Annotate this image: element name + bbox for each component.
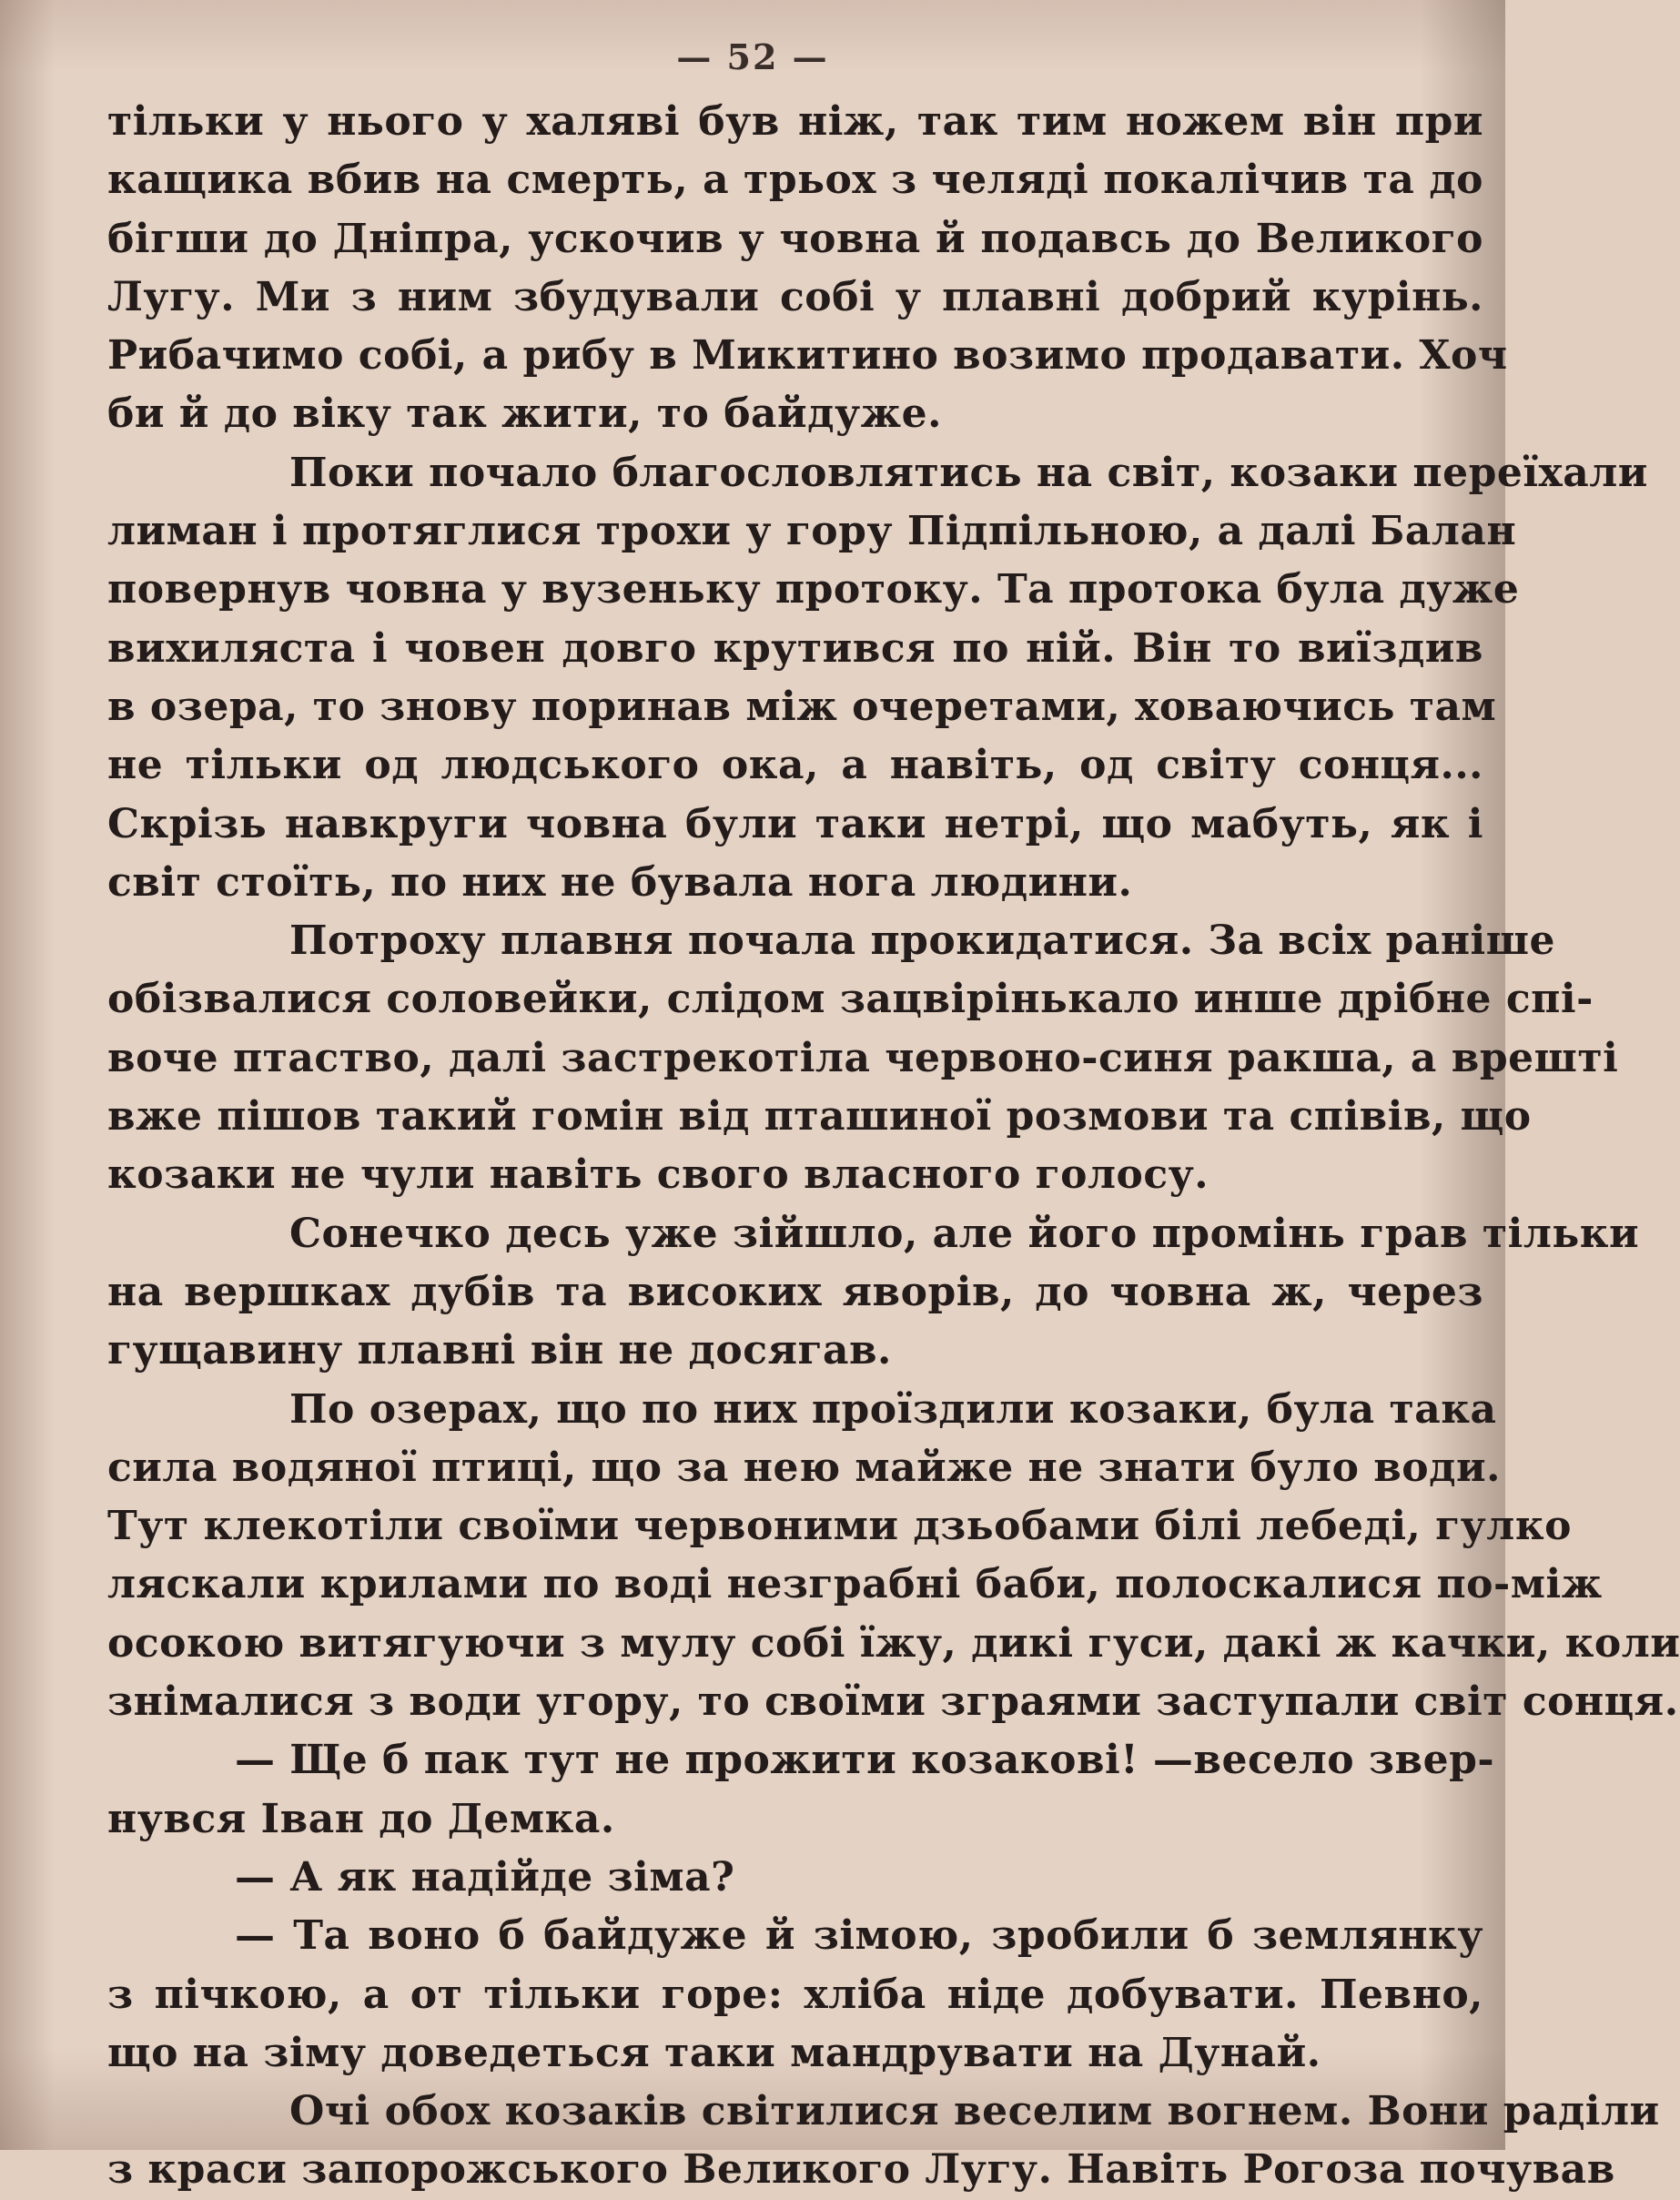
text-line: Тут клекотіли своїми червоними дзьобами білі лебеді, гулко <box>107 1503 1572 1550</box>
text-line: що на зіму доведеться таки мандрувати на Дунай. <box>107 2029 1321 2076</box>
text-line: козаки не чули навіть свого власного голосу. <box>107 1151 1209 1199</box>
page-number: — 52 — <box>676 36 829 77</box>
text-line: на вершках дубів та високих яворів, до човна ж, через <box>107 1268 1483 1315</box>
text-line: вже пішов такий гомін від пташиної розмови та співів, що <box>107 1093 1532 1141</box>
text-line: гущавину плавні він не досягав. <box>107 1327 892 1374</box>
paragraph-start: Потроху плавня почала прокидатися. За всіх раніше <box>289 918 1556 965</box>
text-line: осокою витягуючи з мулу собі їжу, дикі гуси, дакі ж качки, коли <box>107 1619 1680 1667</box>
text-line: воче птаство, далі застрекотіла червоно-синя ракша, а врешті <box>107 1034 1619 1081</box>
dialogue-line: — А як надійде зіма? <box>235 1853 735 1901</box>
paragraph-start: Поки почало благословлятись на світ, козаки переїхали <box>289 449 1648 496</box>
text-line: світ стоїть, по них не бувала нога людини. <box>107 858 1133 906</box>
text-line: лиман і протяглися трохи у гору Підпільною, а далі Балан <box>107 508 1517 555</box>
text-line: не тільки од людського ока, а навіть, од світу сонця... <box>107 742 1483 789</box>
text-line: тільки у нього у халяві був ніж, так тим ножем він при <box>107 98 1483 145</box>
text-line: Рибачимо собі, а рибу в Микитино возимо продавати. Хоч <box>107 332 1508 380</box>
text-line: Скрізь навкруги човна були таки нетрі, що мабуть, як і <box>107 800 1483 847</box>
text-line: Лугу. Ми з ним збудували собі у плавні добрий курінь. <box>107 273 1483 320</box>
paragraph-start: Сонечко десь уже зійшло, але його промінь грав тільки <box>289 1210 1640 1257</box>
text-line: нувся Іван до Демка. <box>107 1795 615 1842</box>
dialogue-line: — Ще б пак тут не прожити козакові! —весело звер- <box>235 1737 1495 1784</box>
text-line: повернув човна у вузеньку протоку. Та протока була дуже <box>107 566 1520 613</box>
text-line: ляскали крилами по воді незграбні баби, полоскалися по-між <box>107 1561 1603 1608</box>
text-line: в озера, то знову поринав між очеретами, ховаючись там <box>107 683 1497 730</box>
text-line: бігши до Дніпра, ускочив у човна й подавсь до Великого <box>107 215 1483 262</box>
text-line: сила водяної птиці, що за нею майже не знати було води. <box>107 1444 1501 1491</box>
dialogue-line: — Та воно б байдуже й зімою, зробили б землянку <box>235 1912 1483 1960</box>
paragraph-start: По озерах, що по них проїздили козаки, була така <box>289 1385 1497 1433</box>
text-line: з пічкою, а от тільки горе: хліба ніде добувати. Певно, <box>107 1971 1483 2018</box>
text-line: знімалися з води угору, то своїми зграями заступали світ сонця. <box>107 1678 1679 1726</box>
paragraph-start: Очі обох козаків світилися веселим вогнем. Вони раділи <box>289 2088 1660 2135</box>
text-line: кащика вбив на смерть, а трьох з челяді покалічив та до <box>107 157 1483 204</box>
page-text <box>107 93 1680 2200</box>
text-line: з краси запорожського Великого Лугу. Навіть Рогоза почував <box>107 2146 1615 2194</box>
text-line: би й до віку так жити, то байдуже. <box>107 390 942 438</box>
text-line: обізвалися соловейки, слідом зацвірінькало инше дрібне спі- <box>107 976 1594 1023</box>
text-line: вихиляста і човен довго крутився по ній. Він то виїздив <box>107 624 1483 672</box>
